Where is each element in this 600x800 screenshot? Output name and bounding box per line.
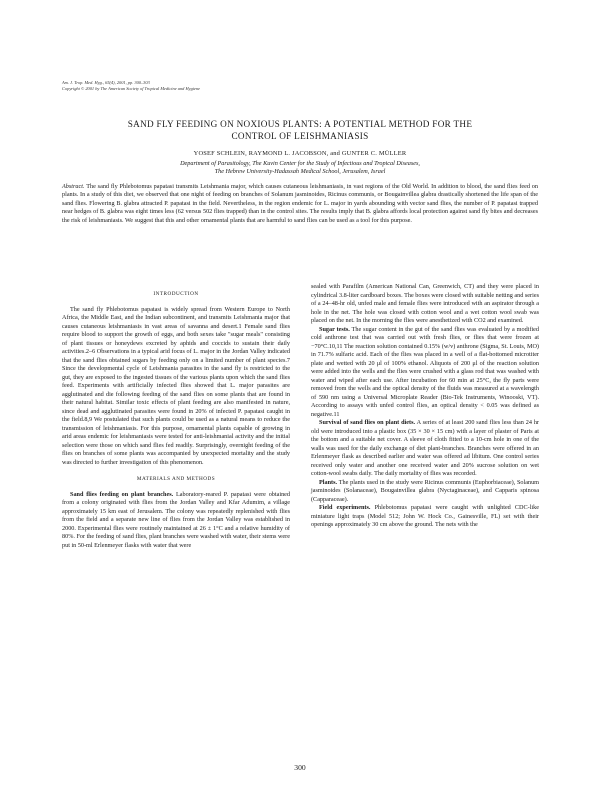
methods-runin-heading: Sand flies feeding on plant branches.	[70, 490, 174, 498]
journal-citation	[62, 80, 200, 91]
survival-text: A series of at least 200 sand flies less than 24 hr old were introduced into a plastic box (35 × 30 × 15 cm) with a layer of plaster of Paris at the bottom and a suitable net cover. A sleeve of cloth fitted to a 10-cm hole in one of the walls was used for the daily exchange of diet plant-branches. Branches were offered in an Erlenmeyer flask as described earlier and water was offered ad libitum. One control series received only water and another one received water and 20% sucrose solution on wet cotton-wool swabs daily. The daily mortality of flies was recorded.	[311, 419, 539, 477]
abstract-label: Abstract.	[62, 183, 85, 190]
affiliation	[60, 160, 540, 175]
plants-paragraph	[311, 479, 539, 505]
article-title	[60, 118, 540, 142]
abstract	[62, 183, 538, 225]
page-number: 300	[294, 763, 306, 772]
author-list: YOSEF SCHLEIN, RAYMOND L. JACOBSON, and GUNTER C. MÜLLER	[193, 150, 407, 157]
sugar-tests-text: The sugar content in the gut of the sand flies was evaluated by a modified cold anthrone test that was carried out with fresh flies, or flies that were frozen at −70°C.10,11 The reaction solution contained 0.15% (w/v) anthrone (Sigma, St. Louis, MO) in 71.7% sulfaric acid. Each of the flies was placed in a well of a flat-bottomed microtiter plate and wetted with 20 μl of 100% ethanol. Aliquots of 200 μl of the reaction solution were added into the wells and the flies were crushed with a glass rod that was washed with water and wiped after each use. After incubation for 60 min at 25°C, the fly parts were removed from the wells and the optical density of the fluids was measured at a wavelength of 590 nm using a Universal Microplate Reader (Bio-Tek Instruments, Winooski, VT). According to assays with unfed control flies, an optical density < 0.05 was defined as negative.11	[311, 325, 540, 418]
field-experiments-paragraph	[311, 504, 539, 530]
sugar-tests-heading: Sugar tests.	[319, 325, 350, 333]
methods-heading: MATERIALS AND METHODS	[136, 476, 216, 482]
survival-heading: Survival of sand flies on plant diets.	[319, 419, 416, 426]
right-column	[311, 283, 539, 530]
journal-citation-line: Am. J. Trop. Med. Hyg., 65(4), 2001, pp. 300–303	[62, 80, 150, 85]
title-line-2: CONTROL OF LEISHMANIASIS	[231, 131, 369, 141]
affiliation-line-2: The Hebrew University-Hadassah Medical School, Jerusalem, Israel	[214, 167, 386, 175]
continued-paragraph: sealed with Parafilm (American National Can, Greenwich, CT) and they were placed in cylindrical 3.8-liter cardboard boxes. The boxes were closed with suitable netting and series of a 24–48-hr old, unfed male and female flies were introduced with an aspirator through a hole in the net. The hole was closed with cotton wool and a wet cotton wool swab was placed on the net. In the morning the flies were anesthetized with CO2 and examined.	[311, 283, 539, 324]
sugar-tests-paragraph	[311, 326, 539, 420]
title-line-1: SAND FLY FEEDING ON NOXIOUS PLANTS: A POTENTIAL METHOD FOR THE	[127, 119, 473, 129]
field-experiments-text: Phlebotomus papatasi were caught with unlighted CDC-like miniature light traps (Model 512; John W. Hock Co., Gainesville, FL) set with their openings approximately 30 cm above the ground. The nets with the	[311, 504, 539, 528]
plants-heading: Plants.	[319, 478, 338, 486]
survival-paragraph	[311, 419, 539, 479]
field-experiments-heading: Field experiments.	[319, 504, 371, 511]
introduction-text: The sand fly Phlebotomus papatasi is widely spread from Western Europe to North Africa, the Middle East, and the Indian subcontinent, and transmits Leishmania major that causes cutaneous leishmaniasis in vast areas of savanna and desert.1 Female sand flies require blood to support the growth of eggs, and both sexes take "sugar meals" consisting of plant tissues or honeydews excreted by aphids and coccids to sustain their daily activities.2–6 Observations in a typical arid focus of L. major in the Jordan Valley indicated that the sand flies obtained sugars by feeding only on a limited number of plant species.7 Since the developmental cycle of Leishmania parasites in the sand fly is restricted to the gut, they are exposed to the ingested tissues of the various plants upon which the sand flies feed. Experiments with artificially infected flies showed that L. major parasites are agglutinated and die following feeding of the sand flies on some plants that are found in their natural habitat. Similar toxic effects of plant feeding are also manifested in nature, since dead and agglutinated parasites were found in 20% of infected P. papatasi caught in the field.8,9 We postulated that such plants could be used as a natural means to reduce the transmission of leishmaniasis. For this purpose, ornamental plants capable of growing in arid areas endemic for leishmaniasis were tested for anti-leishmanial activity and the initial selection were those on which sand flies fed readily. Surprisingly, overnight feeding of the flies on branches of some plants was accompanied by unexpected mortality and the study was directed to further investigation of this phenomenon.	[62, 305, 290, 466]
plants-text: The plants used in the study were Ricinus communis (Euphorbiaceae), Solanum jasminoides (Solanaceae), Bougainvillea glabra (Nyctaginaceae), and Capparis spinosa (Capparaceae).	[311, 478, 539, 503]
abstract-text: The sand fly Phlebotomus papatasi transmits Leishmania major, which causes cutaneous leishmaniasis, in vast regions of the Old World. In addition to blood, the sand flies feed on plants. In a study of this diet, we observed that one night of feeding on branches of Solanum jasminoides, Ricinus communis, or Bougainvillea glabra drastically shortened the life span of the sand flies. Flowering B. glabra attracted P. papatasi in the field. Nevertheless, in the region endemic for L. major in yards abounding with vector sand flies, the number of P. papatasi trapped near hedges of B. glabra was eight times less (62 versus 502 flies trapped) than in the control sites. The results imply that B. glabra affords local protection against sand fly bites and decreases the risk of leishmaniasis. We suggest that this and other ornamental plants that are harmful to sand flies can be used as a tool for this purpose.	[62, 183, 538, 224]
methods-text: Laboratory-reared P. papatasi were obtained from a colony originated with flies from the Jordan Valley and Kfar Adumim, a village approximately 15 km east of Jerusalem. The colony was repeatedly replenished with flies from the field and a separate new line of flies from the Jordan Valley was established in 2000. Experimental flies were routinely maintained at 26 ± 1°C and a relative humidity of 80%. For the feeding of sand flies, plant branches were washed with water, their stems were put in 50-ml Erlenmeyer flasks with water that were	[62, 490, 290, 549]
copyright-line: Copyright © 2001 by The American Society of Tropical Medicine and Hygiene	[62, 85, 201, 91]
affiliation-line-1: Department of Parasitology, The Kuvin Center for the Study of Infectious and Tropical Diseases,	[180, 160, 420, 167]
methods-paragraph	[62, 491, 290, 551]
left-column	[62, 290, 290, 550]
introduction-heading: INTRODUCTION	[153, 291, 199, 297]
